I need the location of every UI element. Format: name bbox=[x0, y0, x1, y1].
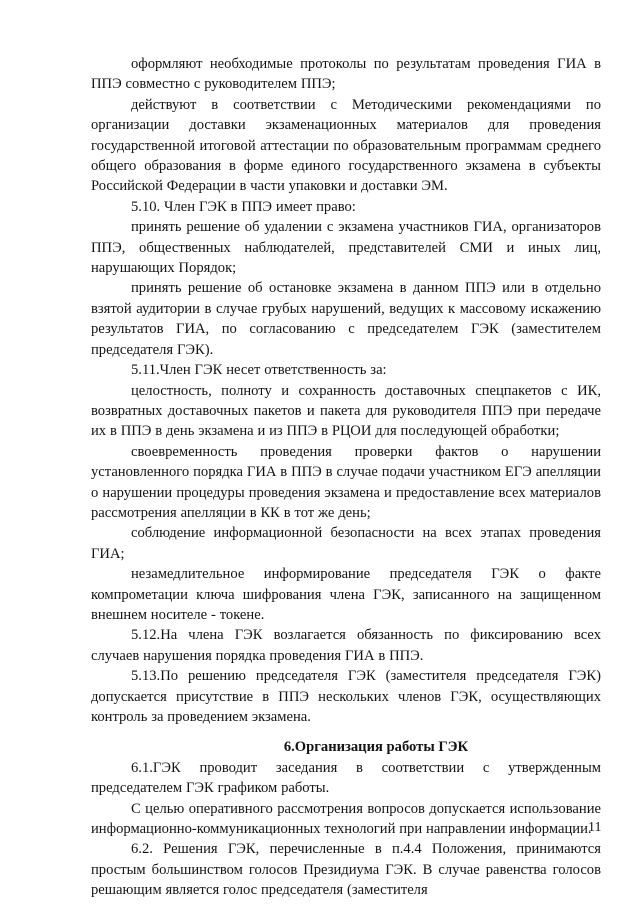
paragraph-5-12: 5.12.На члена ГЭК возлагается обязанность по фиксированию всех случаев нарушения порядка проведения ГИА в ППЭ. bbox=[91, 627, 601, 664]
page-number: 11 bbox=[588, 820, 602, 835]
paragraph-6-2: 6.2. Решения ГЭК, перечисленные в п.4.4 Положения, принимаются простым большинством голосов Президиума ГЭК. В случае равенства голосов решающим является голос председателя (заместителя bbox=[91, 841, 601, 899]
paragraph-5-13: 5.13.По решению председателя ГЭК (заместителя председателя ГЭК) допускается присутствие в ППЭ нескольких членов ГЭК, осуществляющих контроль за проведением экзамена. bbox=[91, 668, 601, 725]
paragraph-information-security: соблюдение информационной безопасности на всех этапах проведения ГИА; bbox=[91, 525, 601, 562]
document-body bbox=[91, 54, 601, 901]
paragraph-6-1: 6.1.ГЭК проводит заседания в соответствии с утвержденным председателем ГЭК графиком работы. bbox=[91, 759, 601, 797]
paragraph-key-compromise: незамедлительное информирование председателя ГЭК о факте компрометации ключа шифрования члена ГЭК, записанного на защищенном внешнем носителе - токене. bbox=[91, 566, 601, 623]
paragraph-timely-check: своевременность проведения проверки фактов о нарушении установленного порядка ГИА в ППЭ в случае подачи участником ЕГЭ апелляции о нарушении процедуры проведения экзамена и предоставление всех материалов рассмотрения апелляции в КК в тот же день; bbox=[91, 443, 601, 521]
paragraph-package-integrity: целостность, полноту и сохранность доставочных спецпакетов с ИК, возвратных доставочных пакетов и пакета для руководителя ППЭ при передаче их в ППЭ в день экзамена и из ППЭ в РЦОИ для последующей обработки; bbox=[91, 382, 601, 440]
paragraph-5-10: 5.10. Член ГЭК в ППЭ имеет право: bbox=[131, 198, 356, 215]
paragraph-ict-usage: С целью оперативного рассмотрения вопросов допускается использование информационно-коммуникационных технологий при направлении информации. bbox=[91, 800, 601, 838]
paragraph-removal-decision: принять решение об удалении с экзамена участников ГИА, организаторов ППЭ, общественных наблюдателей, представителей СМИ и иных лиц, нарушающих Порядок; bbox=[91, 219, 601, 277]
section-heading: 6.Организация работы ГЭК bbox=[283, 739, 469, 756]
paragraph-stop-exam-decision: принять решение об остановке экзамена в данном ППЭ или в отдельно взятой аудитории в случае грубых нарушений, ведущих к массовому искажению результатов ГИА, по согласованию с председателем ГЭК (заместителем председателя ГЭК). bbox=[91, 280, 601, 358]
paragraph-protocols: оформляют необходимые протоколы по результатам проведения ГИА в ППЭ совместно с руководителем ППЭ; bbox=[91, 56, 601, 93]
paragraph-5-11: 5.11.Член ГЭК несет ответственность за: bbox=[131, 362, 387, 379]
paragraph-methodical-recommendations: действуют в соответствии с Методическими рекомендациями по организации доставки экзаменационных материалов для проведения государственной итоговой аттестации по образовательным программам среднего общего образования в форме единого государственного экзамена в субъекты Российской Федерации в части упаковки и доставки ЭМ. bbox=[91, 96, 601, 195]
